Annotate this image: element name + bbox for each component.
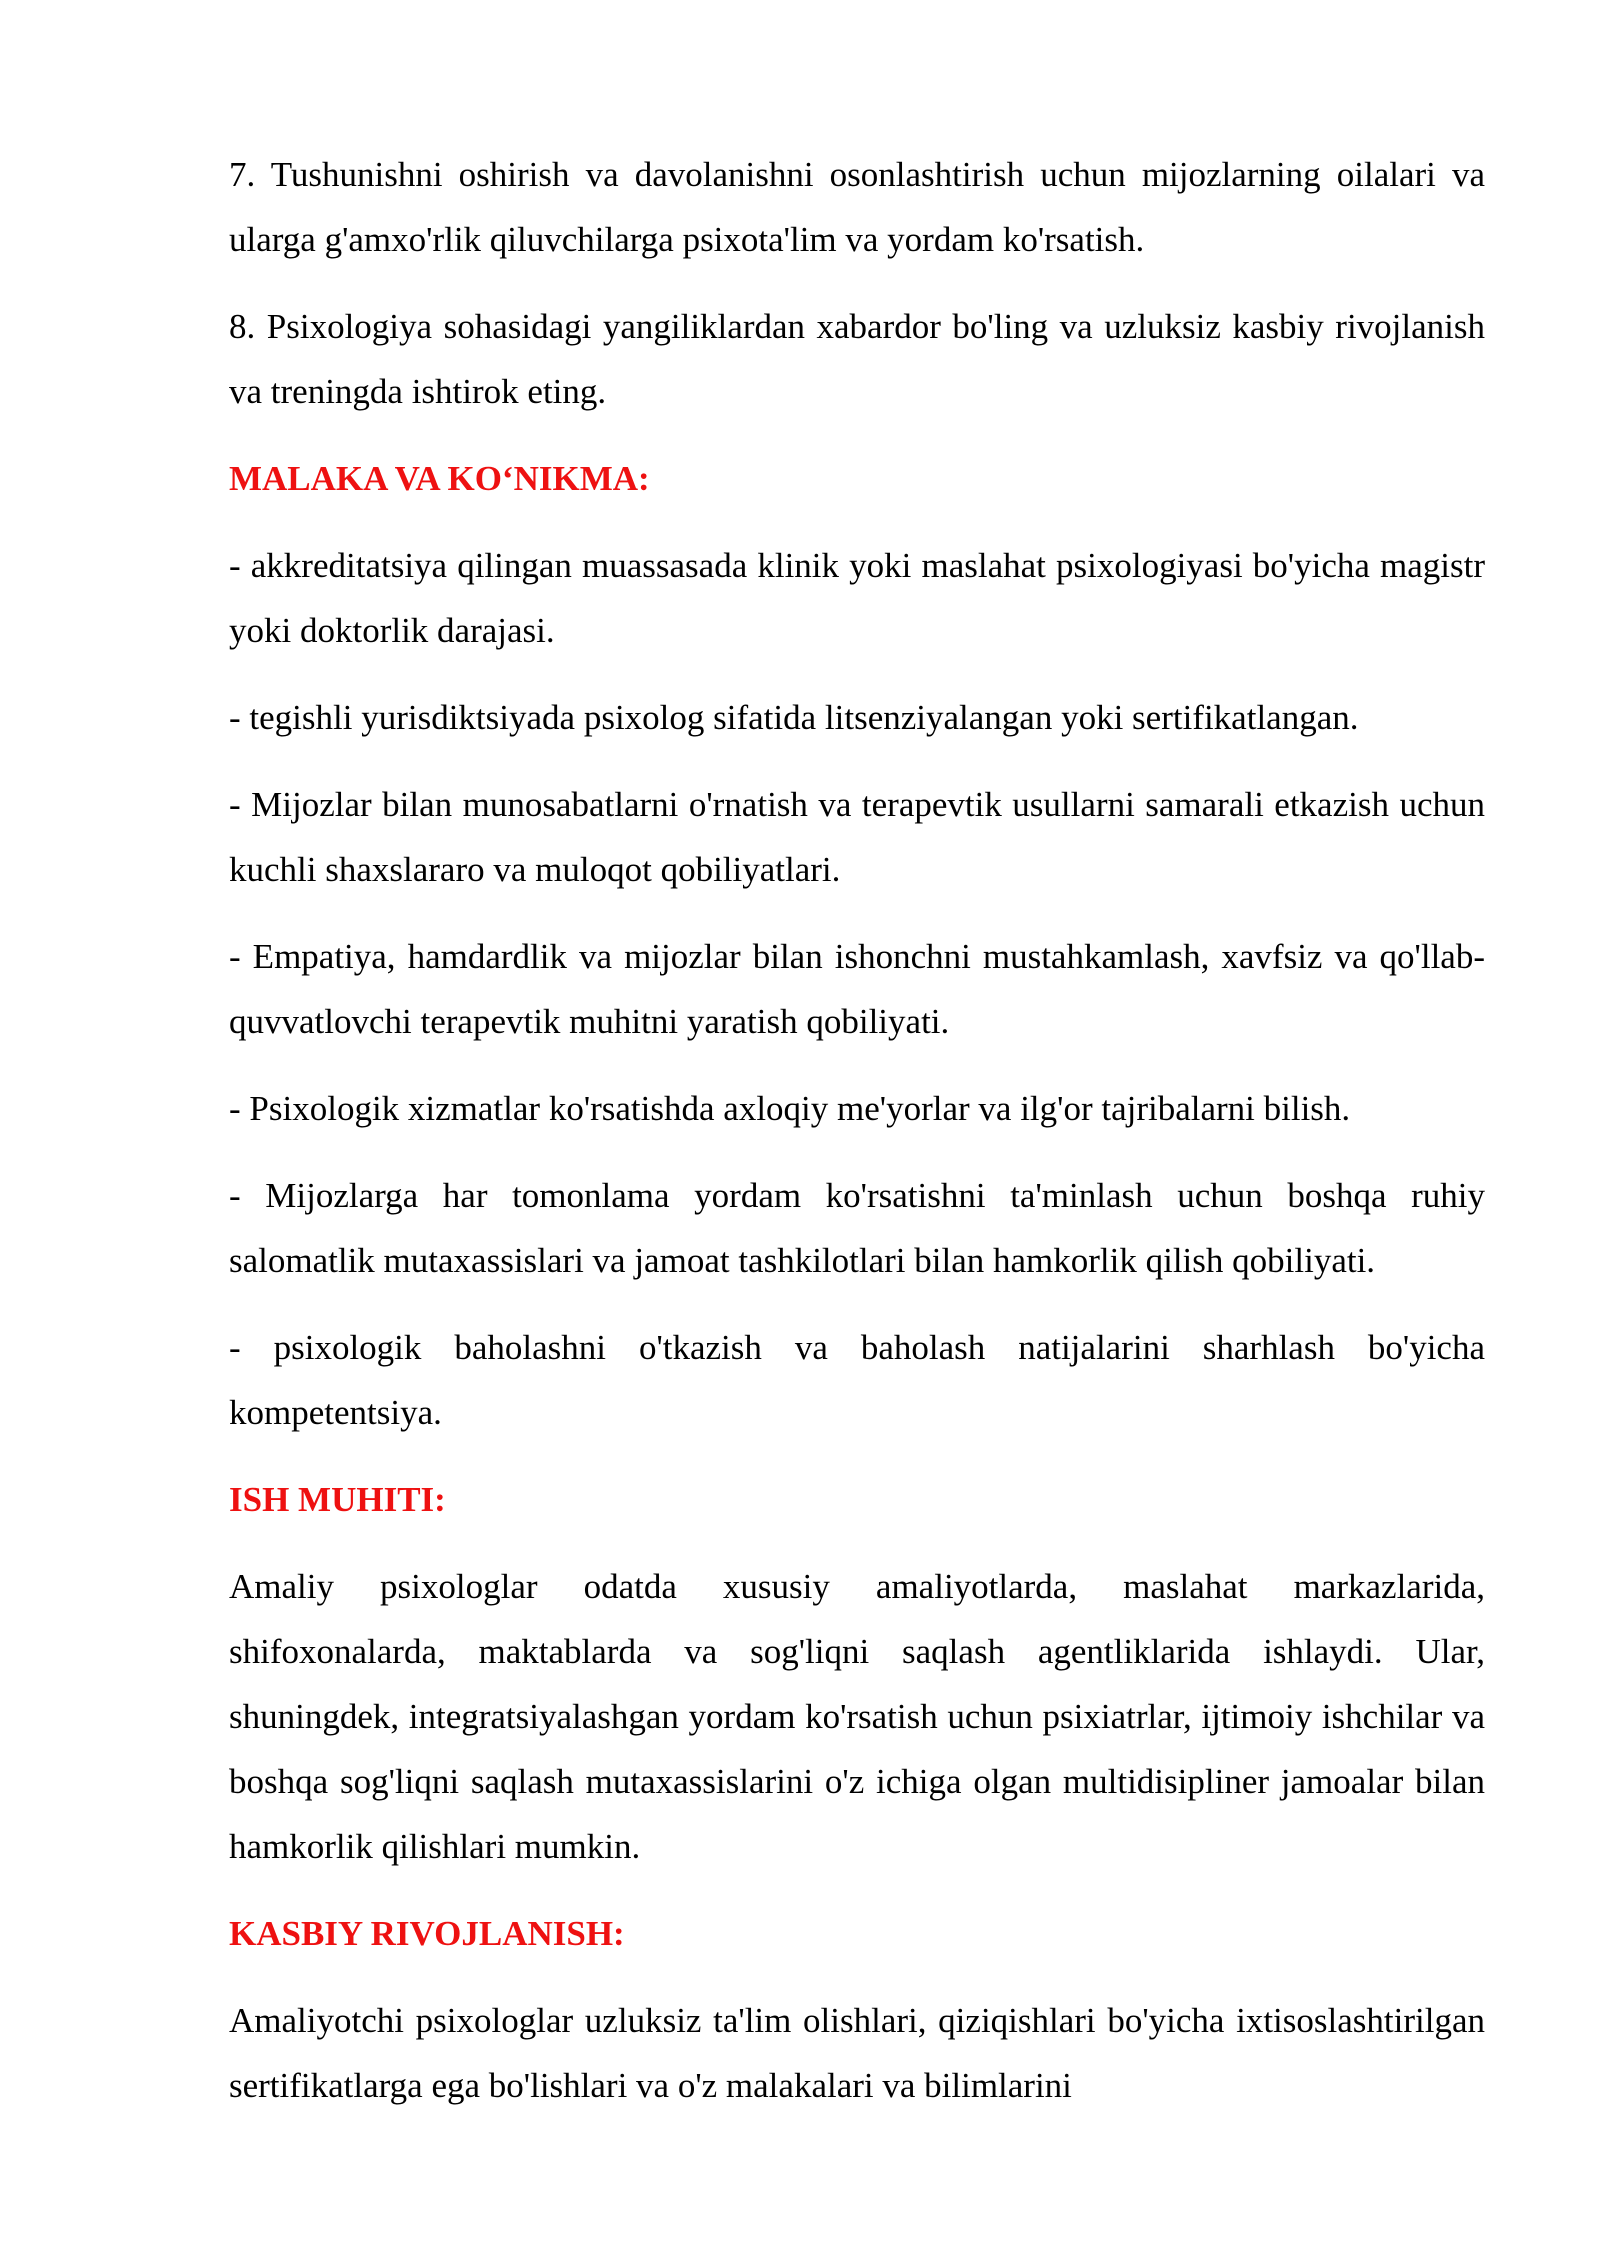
section-heading-malaka: MALAKA VA KO‘NIKMA: <box>229 459 650 498</box>
qualification-item: - Mijozlarga har tomonlama yordam ko'rsatishni ta'minlash uchun boshqa ruhiy salomatlik mutaxassislari va jamoat tashkilotlari bilan hamkorlik qilish qobiliyati. <box>229 1176 1485 1280</box>
section-heading-kasbiy-rivojlanish: KASBIY RIVOJLANISH: <box>229 1914 625 1953</box>
work-environment-paragraph: Amaliy psixologlar odatda xususiy amaliyotlarda, maslahat markazlarida, shifoxonalarda, maktablarda va sog'liqni saqlash agentliklarida ishlaydi. Ular, shuningdek, integratsiyalashgan yordam ko'rsatish uchun psixiatrlar, ijtimoiy ishchilar va boshqa sog'liqni saqlash mutaxassislarini o'z ichiga olgan multidisipliner jamoalar bilan hamkorlik qilishlari mumkin. <box>229 1567 1485 1866</box>
qualification-item: - Psixologik xizmatlar ko'rsatishda axloqiy me'yorlar va ilg'or tajribalarni bilish. <box>229 1089 1351 1128</box>
qualification-item: - Mijozlar bilan munosabatlarni o'rnatish va terapevtik usullarni samarali etkazish uchun kuchli shaxslararo va muloqot qobiliyatlari. <box>229 785 1485 889</box>
qualification-item: - psixologik baholashni o'tkazish va baholash natijalarini sharhlash bo'yicha kompetentsiya. <box>229 1328 1485 1432</box>
section-heading-ish-muhiti: ISH MUHITI: <box>229 1480 446 1519</box>
document-page <box>229 142 1485 2140</box>
qualification-item: - tegishli yurisdiktsiyada psixolog sifatida litsenziyalangan yoki sertifikatlangan. <box>229 698 1359 737</box>
list-item-7: 7. Tushunishni oshirish va davolanishni osonlashtirish uchun mijozlarning oilalari va ularga g'amxo'rlik qiluvchilarga psixota'lim va yordam ko'rsatish. <box>229 155 1485 259</box>
qualification-item: - Empatiya, hamdardlik va mijozlar bilan ishonchni mustahkamlash, xavfsiz va qo'llab-quvvatlovchi terapevtik muhitni yaratish qobiliyati. <box>229 937 1485 1041</box>
qualification-item: - akkreditatsiya qilingan muassasada klinik yoki maslahat psixologiyasi bo'yicha magistr yoki doktorlik darajasi. <box>229 546 1485 650</box>
list-item-8: 8. Psixologiya sohasidagi yangiliklardan xabardor bo'ling va uzluksiz kasbiy rivojlanish va treningda ishtirok eting. <box>229 307 1485 411</box>
professional-development-paragraph: Amaliyotchi psixologlar uzluksiz ta'lim olishlari, qiziqishlari bo'yicha ixtisoslashtirilgan sertifikatlarga ega bo'lishlari va o'z malakalari va bilimlarini <box>229 2001 1485 2105</box>
